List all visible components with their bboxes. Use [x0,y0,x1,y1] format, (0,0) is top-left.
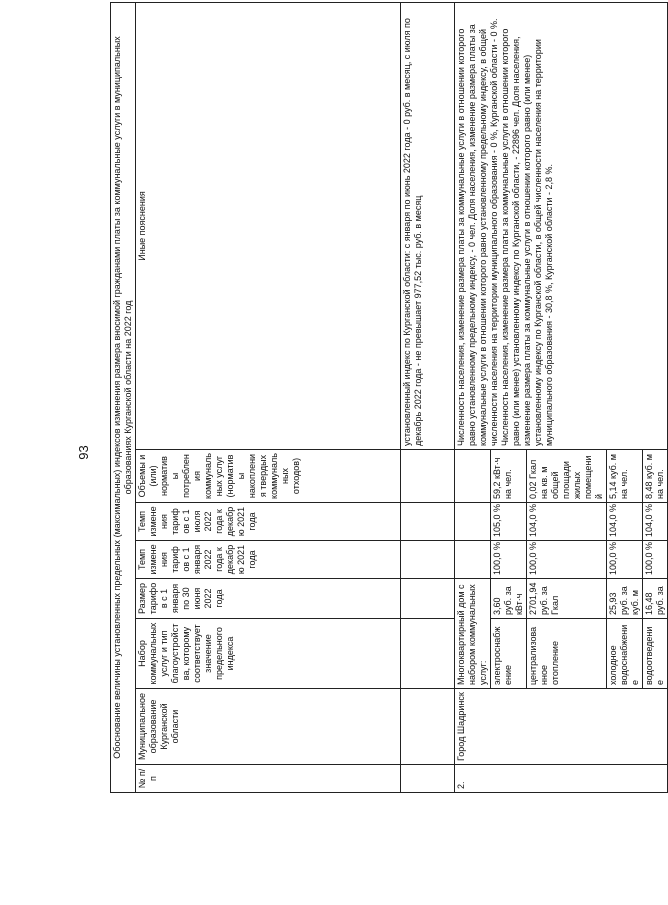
service-rate-jan: 100,0 % [527,541,607,579]
service-rate-jul: 104,0 % [527,503,607,541]
col-header-service-set: Набор коммунальных услуг и тип благоустройства, которому соответствует значение предельного индекса [136,619,401,689]
service-rate-jul: 105,0 % [491,503,527,541]
service-tariff: 3,60 руб. за кВт·ч [491,579,527,619]
service-tariff: 2701,94 руб. за Гкал [527,579,607,619]
service-rate-jan: 100,0 % [491,541,527,579]
service-name: водоотведение [643,619,668,689]
col-header-tariff-size: Размер тарифов с 1 января по 30 июня 2022 года [136,579,401,619]
col-header-municipality: Муниципальное образование Курганской области [136,689,401,765]
service-rate-jul: 104,0 % [643,503,668,541]
table-title-row [111,2,136,792]
tariff-justification-table [110,2,668,793]
row-municipality: Город Шадринск [455,689,668,765]
service-tariff: 25,93 руб. за куб. м [607,579,643,619]
service-rate-jan: 100,0 % [607,541,643,579]
table-row-continuation [401,2,455,792]
col-header-volumes: Объемы и (или) нормативы потребления коммунальных услуг (нормативы накопления твердых коммунальных отходов) [136,450,401,503]
row-number: 2. [455,765,668,793]
service-volume: 59,2 кВт·ч на чел. [491,450,527,503]
service-name: централизованное отопление [527,619,607,689]
service-volume: 0,02 Гкал на кв. м общей площади жилых помещений [527,450,607,503]
col-header-notes: Иные пояснения [136,2,401,449]
row-service-set-label: Многоквартирный дом с набором коммунальных услуг: [455,579,491,689]
service-volume: 5,14 куб. м на чел. [607,450,643,503]
service-rate-jul: 104,0 % [607,503,643,541]
page-number: 93 [76,445,91,460]
service-tariff: 16,48 руб. за [643,579,668,619]
service-name: электроснабжение [491,619,527,689]
service-rate-jan: 100,0 % [643,541,668,579]
service-name: холодное водоснабжение [607,619,643,689]
table-title: Обоснование величины установленных предельных (максимальных) индексов изменения размера вносимой гражданами платы за коммунальные услуги в муниципальных образованиях Курганской области на 2022 год [111,2,136,792]
table-header-row [136,2,401,792]
continuation-note: установленный индекс по Курганской области: с января по июнь 2022 года - 0 руб. в месяц, с июля по декабрь 2022 года - не превышает 977,52 тыс. руб. в месяц [401,2,455,449]
col-header-rate-jan: Темп изменения тарифов с 1 января 2022 года к декабрю 2021 года [136,541,401,579]
service-volume: 8,48 куб. м на чел. [643,450,668,503]
row-notes: Численность населения, изменение размера платы за коммунальные услуги в отношении которого равно установленному предельному индексу, - 0 чел. Доля населения, изменение размера платы за коммунальные услуги в отношении которого равно установленному предельному индексу, в общей численности населения на территории муниципального образования - 0 %, Курганской области - 0 %. Численность населения, изменение размера платы за коммунальные услуги в отношении которого равно (или менее) установленному индексу по Курганской области, - 22896 чел. Доля населения, изменение размера платы за коммунальные услуги в отношении которого равно (или менее) установленному индексу по Курганской области, в общей численности населения на территории муниципального образования - 30,8 %, Курганской области - 2,8 %. [455,2,668,449]
col-header-rate-jul: Темп изменения тарифов с 1 июля 2022 года к декабрю 2021 года [136,503,401,541]
table-row [455,2,491,792]
col-header-no: № п/п [136,765,401,793]
